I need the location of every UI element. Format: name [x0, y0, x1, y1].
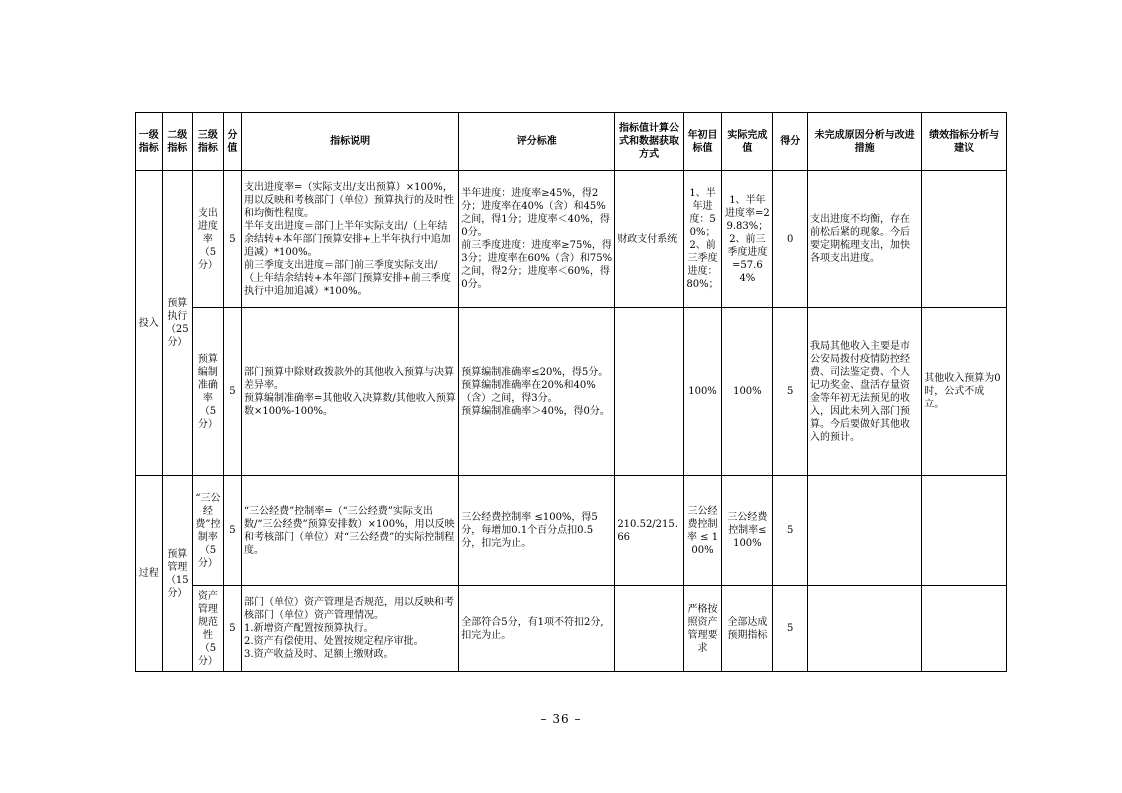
- cell-reason: 支出进度不均衡，存在前松后紧的现象。今后要定期梳理支出，加快各项支出进度。: [808, 171, 922, 308]
- cell-actual: 三公经费控制率≤ 100%: [722, 476, 773, 586]
- cell-criteria: 全部符合5分，有1项不符扣2分,扣完为止。: [459, 586, 615, 672]
- cell-actual: 1、半年进度率=29.83%；2、前三季度进度=57.64%: [722, 171, 773, 308]
- cell-formula: 210.52/215.66: [615, 476, 683, 586]
- cell-score: 5: [223, 476, 241, 586]
- cell-desc: 部门预算中除财政拨款外的其他收入预算与决算差异率。 预算编制准确率=其他收入决算数/其他收入预算数×100%-100%。: [242, 308, 459, 476]
- cell-score: 5: [223, 586, 241, 672]
- cell-criteria: 半年进度：进度率≥45%，得2分；进度率在40%（含）和45%之间，得1分；进度率＜40%，得0分。 前三季度进度：进度率≥75%，得3分；进度率在60%（含）和75%之间，得2分；进度率＜60%，得0分。: [459, 171, 615, 308]
- cell-analysis: [922, 476, 1007, 586]
- cell-got: 0: [773, 171, 808, 308]
- table-row: [136, 586, 1007, 672]
- cell-criteria: 预算编制准确率≤20%，得5分。 预算编制准确率在20%和40%（含）之间，得3分。 预算编制准确率＞40%，得0分。: [459, 308, 615, 476]
- header-l2: 二级指标: [162, 113, 193, 171]
- cell-analysis: [922, 586, 1007, 672]
- cell-desc: “三公经费”控制率=（“三公经费”实际支出数/“三公经费”预算安排数）×100%，用以反映和考核部门（单位）对“三公经费”的实际控制程度。: [242, 476, 459, 586]
- header-reason: 未完成原因分析与改进措施: [808, 113, 922, 171]
- header-l3: 三级指标: [193, 113, 224, 171]
- cell-target: 三公经费控制率 ≤ 100%: [683, 476, 722, 586]
- cell-l3: 支出进度率（5分）: [193, 171, 224, 308]
- cell-target: 100%: [683, 308, 722, 476]
- header-got: 得分: [773, 113, 808, 171]
- group-l2-budget-mgmt: 预算管理（15分）: [162, 476, 193, 672]
- cell-reason: [808, 476, 922, 586]
- performance-table: [135, 112, 1007, 672]
- cell-target: 1、半年进度：50%；2、前三季度进度：80%；: [683, 171, 722, 308]
- cell-formula: [615, 308, 683, 476]
- cell-criteria: 三公经费控制率 ≤100%，得5分，每增加0.1个百分点扣0.5分，扣完为止。: [459, 476, 615, 586]
- header-target: 年初目标值: [683, 113, 722, 171]
- cell-actual: 全部达成预期指标: [722, 586, 773, 672]
- cell-got: 5: [773, 476, 808, 586]
- cell-actual: 100%: [722, 308, 773, 476]
- table-row: [136, 308, 1007, 476]
- cell-score: 5: [223, 171, 241, 308]
- cell-l3: 资产管理规范性（5分）: [193, 586, 224, 672]
- cell-got: 5: [773, 586, 808, 672]
- cell-desc: 支出进度率=（实际支出/支出预算）×100%，用以反映和考核部门（单位）预算执行的及时性和均衡性程度。 半年支出进度＝部门上半年实际支出/（上年结余结转+本年部门预算安排+上半年执行中追加追减）*100%。 前三季度支出进度＝部门前三季度实际支出/（上年结余结转+本年部门预算安排+前三季度执行中追加追减）*100%。: [242, 171, 459, 308]
- cell-reason: 我局其他收入主要是市公安局拨付疫情防控经费、司法鉴定费、个人记功奖金、盘活存量资金等年初无法预见的收入，因此未列入部门预算。今后要做好其他收入的预计。: [808, 308, 922, 476]
- header-l1: 一级指标: [136, 113, 163, 171]
- table-row: [136, 476, 1007, 586]
- cell-l3: 预算编制准确率（5分）: [193, 308, 224, 476]
- header-row: [136, 113, 1007, 171]
- group-l2-budget-exec: 预算执行（25分）: [162, 171, 193, 476]
- header-desc: 指标说明: [242, 113, 459, 171]
- header-criteria: 评分标准: [459, 113, 615, 171]
- cell-got: 5: [773, 308, 808, 476]
- cell-reason: [808, 586, 922, 672]
- group-l1-input: 投入: [136, 171, 163, 476]
- cell-analysis: 其他收入预算为0时，公式不成立。: [922, 308, 1007, 476]
- cell-formula: [615, 586, 683, 672]
- cell-desc: 部门（单位）资产管理是否规范，用以反映和考核部门（单位）资产管理情况。 1.新增资产配置按预算执行。 2.资产有偿使用、处置按规定程序审批。 3.资产收益及时、足额上缴财政。: [242, 586, 459, 672]
- header-score: 分值: [223, 113, 241, 171]
- header-actual: 实际完成值: [722, 113, 773, 171]
- cell-score: 5: [223, 308, 241, 476]
- group-l1-process: 过程: [136, 476, 163, 672]
- cell-target: 严格按照资产管理要求: [683, 586, 722, 672]
- header-analysis: 绩效指标分析与建议: [922, 113, 1007, 171]
- cell-formula: 财政支付系统: [615, 171, 683, 308]
- header-formula: 指标值计算公式和数据获取方式: [615, 113, 683, 171]
- table-row: [136, 171, 1007, 308]
- page-number: – 36 –: [540, 712, 582, 726]
- cell-analysis: [922, 171, 1007, 308]
- cell-l3: “三公经费”控制率（5分）: [193, 476, 224, 586]
